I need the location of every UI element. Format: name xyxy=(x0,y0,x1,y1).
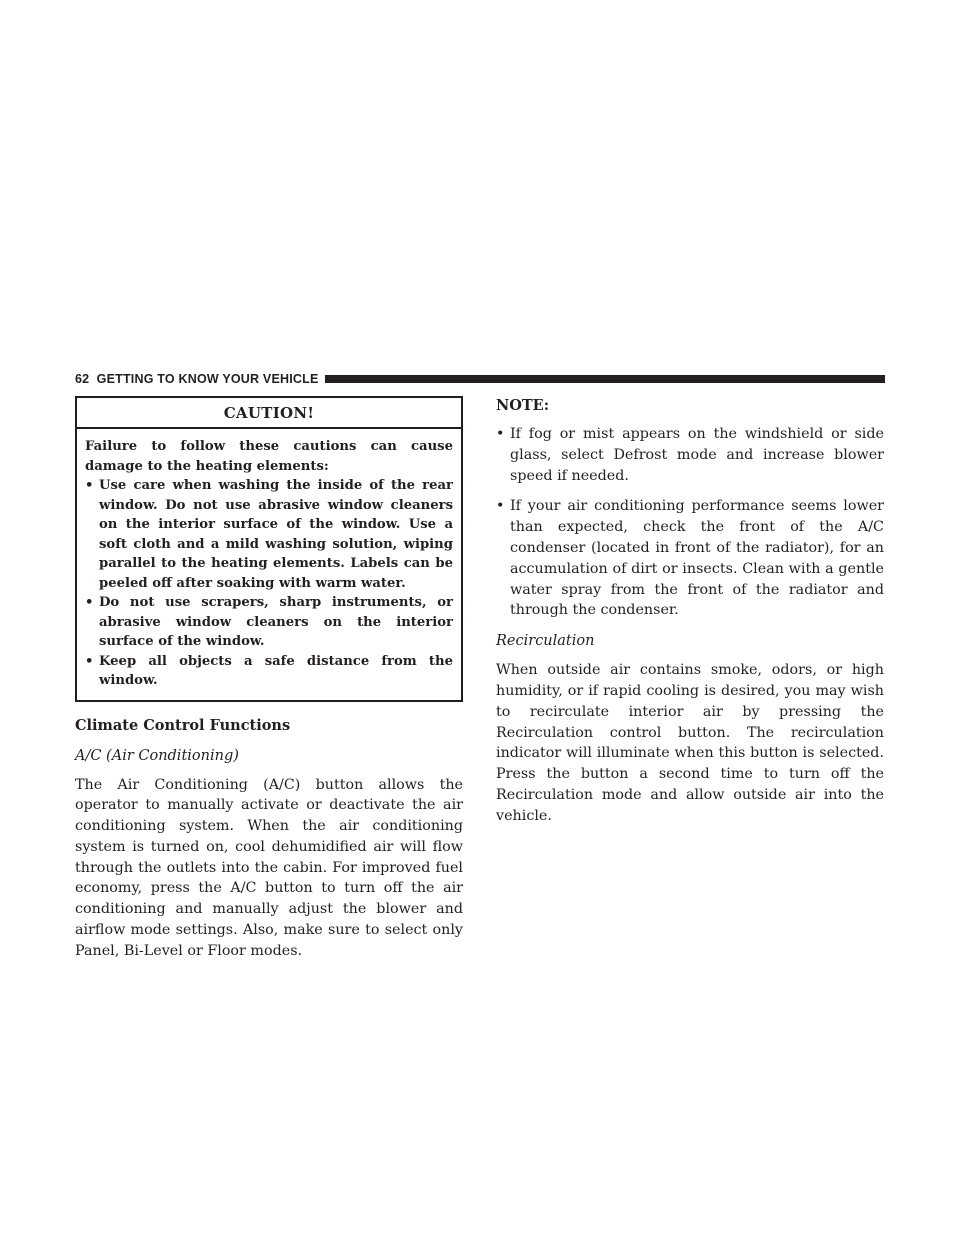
left-column xyxy=(75,396,463,962)
caution-title: CAUTION! xyxy=(77,398,461,429)
bullet-icon: • xyxy=(496,426,505,442)
caution-list xyxy=(85,476,453,691)
page-header xyxy=(75,371,885,387)
note-list xyxy=(496,424,884,621)
caution-item-text: Keep all objects a safe distance from the window. xyxy=(99,653,453,688)
bullet-icon: • xyxy=(85,595,94,610)
header-rule xyxy=(325,375,886,383)
recirculation-paragraph: When outside air contains smoke, odors, or high humidity, or if rapid cooling is desired, you may wish to recirculate interior air by pressing the Recirculation control button. The recirculation indicator will illuminate when this button is selected. Press the button a second time to turn off the Recirculation mode and allow outside air into the vehicle. xyxy=(496,662,884,824)
caution-item xyxy=(85,476,453,593)
caution-item xyxy=(85,652,453,691)
ac-subheading: A/C (Air Conditioning) xyxy=(75,747,239,764)
note-label: NOTE: xyxy=(496,397,550,414)
recirculation-subheading: Recirculation xyxy=(496,633,595,650)
caution-intro: Failure to follow these cautions can cause damage to the heating elements: xyxy=(85,439,453,474)
bullet-icon: • xyxy=(85,653,94,669)
caution-item xyxy=(85,593,453,652)
section-title: GETTING TO KNOW YOUR VEHICLE xyxy=(96,372,319,386)
caution-box xyxy=(75,396,463,702)
note-item-text: If your air conditioning performance seems lower than expected, check the front of the A/C condenser (located in front of the radiator), for an accumulation of dirt or insects. Clean with a gentle water spray from the front of the radiator and through the condenser. xyxy=(510,498,884,619)
note-item-text: If fog or mist appears on the windshield or side glass, select Defrost mode and increase blower speed if needed. xyxy=(510,426,884,484)
page-number: 62 xyxy=(75,372,90,386)
note-item xyxy=(496,496,884,621)
caution-item-text: Do not use scrapers, sharp instruments, or abrasive window cleaners on the interior surface of the window. xyxy=(99,595,453,649)
caution-item-text: Use care when washing the inside of the rear window. Do not use abrasive window cleaners on the interior surface of the window. Use a soft cloth and a mild washing solution, wiping parallel to the heating elements. Labels can be peeled off after soaking with warm water. xyxy=(99,478,453,591)
page-header-text xyxy=(75,372,319,386)
bullet-icon: • xyxy=(496,498,505,515)
bullet-icon: • xyxy=(85,478,94,493)
caution-body xyxy=(77,429,461,700)
climate-heading: Climate Control Functions xyxy=(75,716,291,734)
right-column xyxy=(496,396,884,827)
note-item xyxy=(496,424,884,486)
ac-paragraph: The Air Conditioning (A/C) button allows the operator to manually activate or deactivate the air conditioning system. When the air conditioning system is turned on, cool dehumidified air will flow through the outlets into the cabin. For improved fuel economy, press the A/C button to turn off the air conditioning and manually adjust the blower and airflow mode settings. Also, make sure to select only Panel, Bi-Level or Floor modes. xyxy=(75,776,463,959)
